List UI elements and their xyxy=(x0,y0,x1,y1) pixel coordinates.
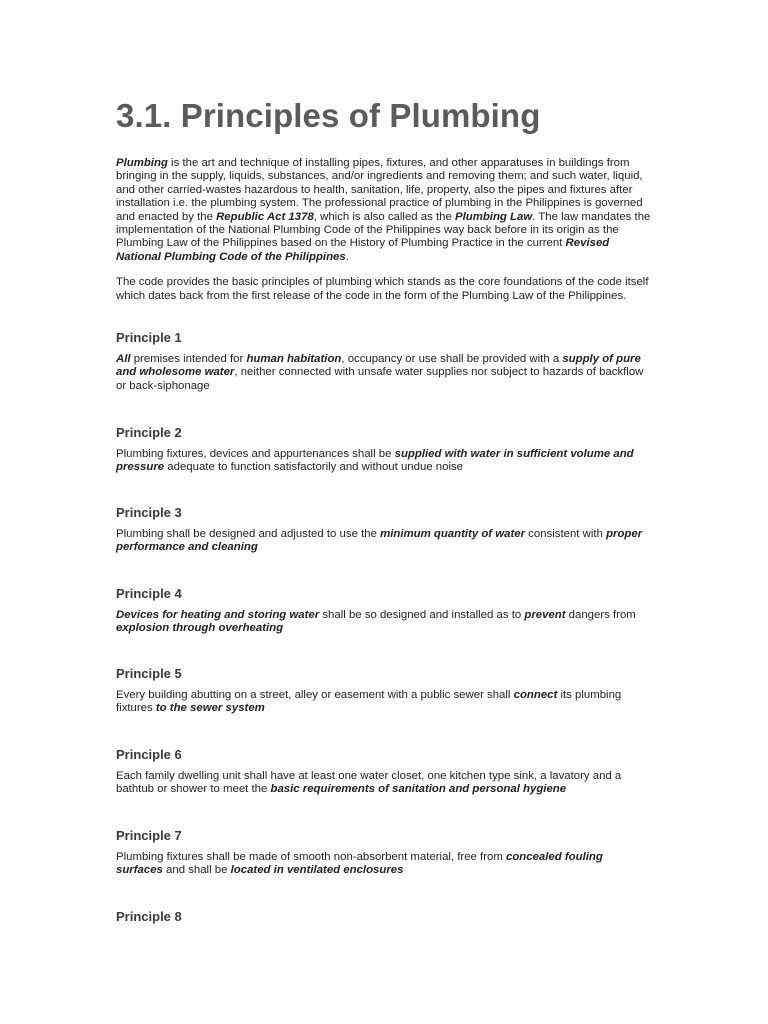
principle-text: premises intended for xyxy=(130,353,247,365)
principle-body xyxy=(116,609,652,636)
intro-emphasis: Plumbing xyxy=(116,157,168,169)
principle-emphasis: All xyxy=(116,353,131,365)
principle-text: consistent with xyxy=(525,528,607,540)
principle-text: , occupancy or use shall be provided with a xyxy=(341,353,563,365)
principle-emphasis: connect xyxy=(513,689,558,701)
principle-text: its plumbing fixtures xyxy=(116,689,622,715)
principle-heading: Principle 5 xyxy=(116,666,182,681)
intro-text: , which is also called as the xyxy=(313,210,455,223)
principle-text: Each family dwelling unit shall have at least one water closet, one kitchen type sink, a lavatory and a bathtub or shower to meet the xyxy=(116,770,622,796)
principle-heading: Principle 1 xyxy=(116,330,182,345)
principle-text: , neither connected with unsafe water supplies nor subject to hazards of backflow or back-siphonage xyxy=(116,366,644,392)
principle-heading: Principle 8 xyxy=(116,909,182,924)
principle-body xyxy=(116,851,652,878)
principle-emphasis: proper performance and cleaning xyxy=(116,528,643,554)
principle-body xyxy=(116,353,652,393)
principle-emphasis: concealed fouling surfaces xyxy=(116,851,603,877)
principle-emphasis: supplied with water in sufficient volume and pressure xyxy=(116,448,634,474)
intro-paragraph xyxy=(116,157,652,264)
principle-body xyxy=(116,770,652,797)
principle-text: shall be so designed and installed as to xyxy=(319,609,525,621)
principle-emphasis: basic requirements of sanitation and personal hygiene xyxy=(270,783,567,796)
principle-emphasis: supply of pure and wholesome water xyxy=(116,353,641,379)
principle-heading: Principle 6 xyxy=(116,747,182,762)
principle-text: dangers from xyxy=(565,609,636,621)
principle-body xyxy=(116,448,652,475)
intro-emphasis: Republic Act 1378 xyxy=(216,210,314,223)
principle-heading: Principle 2 xyxy=(116,425,182,440)
principle-text: Plumbing fixtures, devices and appurtenances shall be xyxy=(116,448,395,460)
principle-emphasis: to the sewer system xyxy=(155,702,265,715)
document-page xyxy=(116,96,652,303)
principle-text: and shall be xyxy=(162,864,231,877)
intro-emphasis: Plumbing Law xyxy=(454,210,533,223)
principle-emphasis: human habitation xyxy=(246,353,342,365)
principle-text: Plumbing shall be designed and adjusted to use the xyxy=(116,528,381,540)
principle-emphasis: Devices for heating and storing water xyxy=(116,609,320,621)
principle-heading: Principle 4 xyxy=(116,586,182,601)
principle-text: Plumbing fixtures shall be made of smooth non-absorbent material, free from xyxy=(116,851,507,863)
intro-paragraph-2: The code provides the basic principles of plumbing which stands as the core foundations of the code itself which dates back from the first release of the code in the form of the Plumbing Law of the Philippines. xyxy=(116,276,649,302)
principle-heading: Principle 3 xyxy=(116,505,182,520)
principle-emphasis: located in ventilated enclosures xyxy=(230,864,404,877)
intro-text: is the art and technique of installing pipes, fixtures, and other apparatuses in buildings from bringing in the supply, liquids, substances, and/or ingredients and removing them; and such water, liquid, and other carried-wastes hazardous to health, sanitation, life, property, also the pipes and fixtures after installation i.e. the plumbing system. The professional practice of plumbing in the Philippines is governed and enacted by the xyxy=(116,157,643,223)
principle-body xyxy=(116,528,652,555)
principle-body xyxy=(116,689,652,716)
intro-text: . xyxy=(345,250,349,263)
principle-emphasis: prevent xyxy=(524,609,566,621)
page-title: 3.1. Principles of Plumbing xyxy=(116,97,541,134)
intro-text: . The law mandates the implementation of the National Plumbing Code of the Philippines way back before in its origin as the Plumbing Law of the Philippines based on the History of Plumbing Practice in the current xyxy=(116,210,651,250)
principle-heading: Principle 7 xyxy=(116,828,182,843)
principle-text: Every building abutting on a street, alley or easement with a public sewer shall xyxy=(116,689,514,701)
principle-text: adequate to function satisfactorily and without undue noise xyxy=(164,461,464,474)
principle-emphasis: minimum quantity of water xyxy=(380,528,526,540)
intro-emphasis: Revised National Plumbing Code of the Philippines xyxy=(116,237,610,263)
principle-emphasis: explosion through overheating xyxy=(116,622,284,635)
